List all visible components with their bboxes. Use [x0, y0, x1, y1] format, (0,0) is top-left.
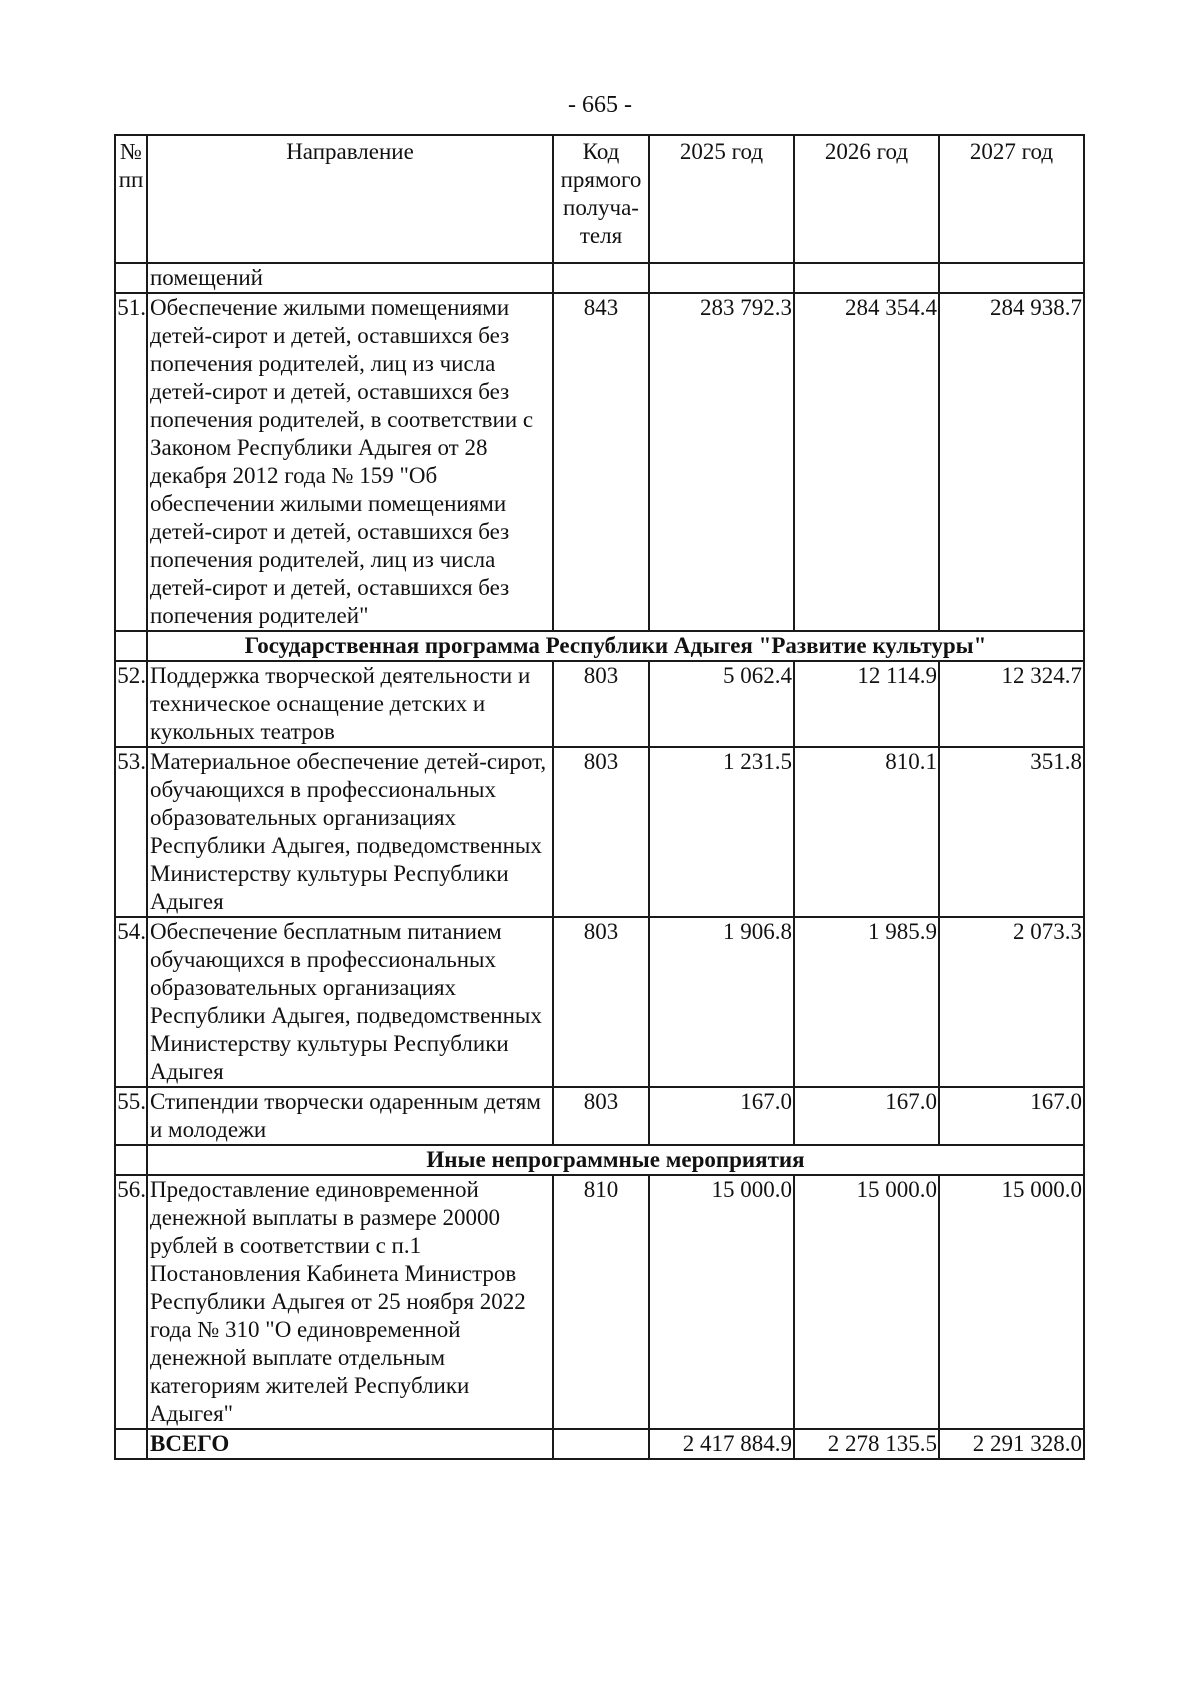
section-row-other [115, 1145, 1084, 1175]
total-label: ВСЕГО [147, 1429, 553, 1459]
total-2027: 2 291 328.0 [939, 1429, 1084, 1459]
row-2026: 284 354.4 [794, 293, 939, 631]
section-title-other: Иные непрограммные мероприятия [147, 1145, 1084, 1175]
budget-table [114, 134, 1085, 1460]
row-num: 52. [115, 661, 147, 747]
row-direction: Предоставление единовременной денежной выплаты в размере 20000 рублей в соответствии с п.1 Постановления Кабинета Министров Республики Адыгея от 25 ноября 2022 года № 310 "О единовременной денежной выплате отдельным категориям жителей Республики Адыгея" [147, 1175, 553, 1429]
row-num: 56. [115, 1175, 147, 1429]
row-2026: 15 000.0 [794, 1175, 939, 1429]
row-num [115, 1429, 147, 1459]
row-2025: 1 231.5 [649, 747, 794, 917]
total-2026: 2 278 135.5 [794, 1429, 939, 1459]
header-code: Код прямого получа-теля [553, 135, 649, 263]
row-2027: 284 938.7 [939, 293, 1084, 631]
row-direction: Поддержка творческой деятельности и техническое оснащение детских и кукольных театров [147, 661, 553, 747]
row-2026: 167.0 [794, 1087, 939, 1145]
row-2025 [649, 263, 794, 293]
header-2025: 2025 год [649, 135, 794, 263]
row-code: 803 [553, 917, 649, 1087]
section-title-culture: Государственная программа Республики Адыгея "Развитие культуры" [147, 631, 1084, 661]
row-num: 51. [115, 293, 147, 631]
header-direction: Направление [147, 135, 553, 263]
row-direction: Обеспечение жилыми помещениями детей-сирот и детей, оставшихся без попечения родителей, лиц из числа детей-сирот и детей, оставшихся без попечения родителей, в соответствии с Законом Республики Адыгея от 28 декабря 2012 года № 159 "Об обеспечении жилыми помещениями детей-сирот и детей, оставшихся без попечения родителей, лиц из числа детей-сирот и детей, оставшихся без попечения родителей" [147, 293, 553, 631]
table-row-55 [115, 1087, 1084, 1145]
row-code [553, 1429, 649, 1459]
total-2025: 2 417 884.9 [649, 1429, 794, 1459]
row-2026: 12 114.9 [794, 661, 939, 747]
row-code: 803 [553, 661, 649, 747]
row-code: 803 [553, 747, 649, 917]
row-num [115, 1145, 147, 1175]
table-row-53 [115, 747, 1084, 917]
row-2025: 167.0 [649, 1087, 794, 1145]
header-row [115, 135, 1084, 263]
table-row-54 [115, 917, 1084, 1087]
row-2025: 5 062.4 [649, 661, 794, 747]
row-num [115, 631, 147, 661]
row-2025: 1 906.8 [649, 917, 794, 1087]
row-2027 [939, 263, 1084, 293]
row-2027: 351.8 [939, 747, 1084, 917]
row-num: 55. [115, 1087, 147, 1145]
table-row-52 [115, 661, 1084, 747]
row-num [115, 263, 147, 293]
row-direction: Материальное обеспечение детей-сирот, обучающихся в профессиональных образовательных организациях Республики Адыгея, подведомственных Министерству культуры Республики Адыгея [147, 747, 553, 917]
page-number: - 665 - [568, 92, 632, 118]
header-2026: 2026 год [794, 135, 939, 263]
row-2027: 2 073.3 [939, 917, 1084, 1087]
row-2027: 167.0 [939, 1087, 1084, 1145]
section-row-culture [115, 631, 1084, 661]
continuation-row [115, 263, 1084, 293]
row-code: 843 [553, 293, 649, 631]
total-row [115, 1429, 1084, 1459]
row-num: 54. [115, 917, 147, 1087]
header-2027: 2027 год [939, 135, 1084, 263]
row-num: 53. [115, 747, 147, 917]
row-2026: 810.1 [794, 747, 939, 917]
row-code: 810 [553, 1175, 649, 1429]
row-2027: 15 000.0 [939, 1175, 1084, 1429]
row-code: 803 [553, 1087, 649, 1145]
row-2025: 283 792.3 [649, 293, 794, 631]
row-direction: помещений [147, 263, 553, 293]
row-code [553, 263, 649, 293]
table-row-56 [115, 1175, 1084, 1429]
header-num: № пп [115, 135, 147, 263]
row-2027: 12 324.7 [939, 661, 1084, 747]
row-direction: Обеспечение бесплатным питанием обучающихся в профессиональных образовательных организациях Республики Адыгея, подведомственных Министерству культуры Республики Адыгея [147, 917, 553, 1087]
row-2025: 15 000.0 [649, 1175, 794, 1429]
table-row-51 [115, 293, 1084, 631]
row-2026: 1 985.9 [794, 917, 939, 1087]
row-direction: Стипендии творчески одаренным детям и молодежи [147, 1087, 553, 1145]
row-2026 [794, 263, 939, 293]
